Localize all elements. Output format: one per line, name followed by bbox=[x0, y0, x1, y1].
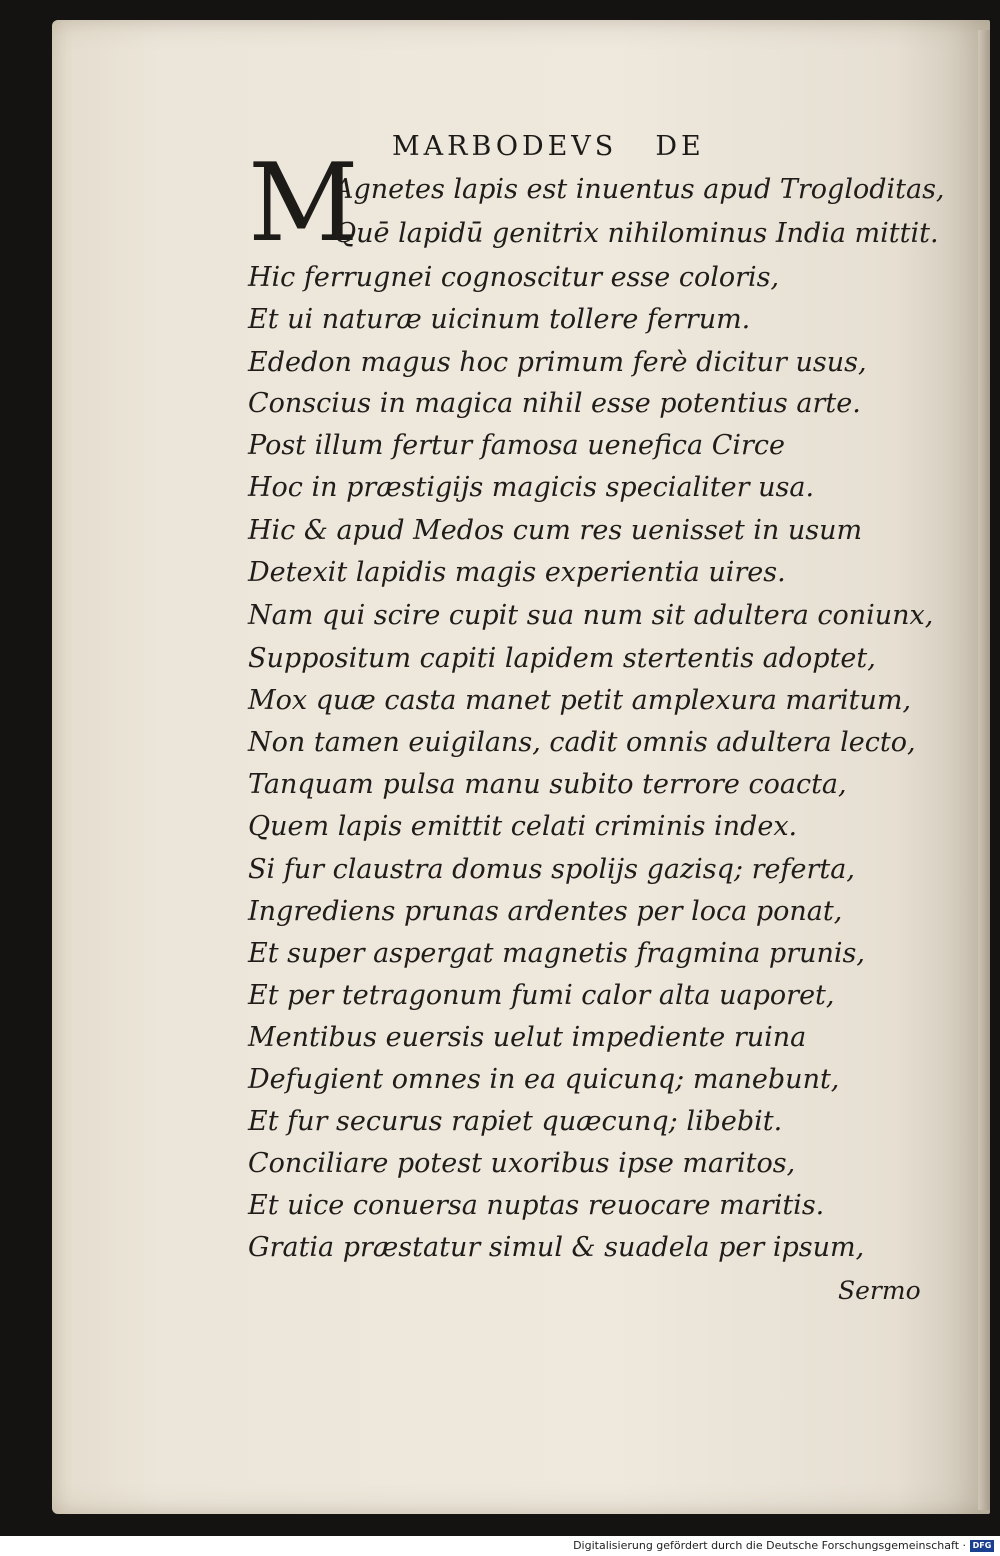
verse-line-11: Nam qui scire cupit sua num sit adultera coniunx, bbox=[248, 600, 934, 631]
running-head-left: MARBODEVS bbox=[392, 131, 618, 162]
verse-line-2: Quē lapidū genitrix nihilominus India mittit. bbox=[334, 218, 939, 249]
running-head bbox=[392, 131, 705, 162]
verse-line-14: Non tamen euigilans, cadit omnis adultera lecto, bbox=[248, 727, 916, 758]
verse-line-13: Mox quæ casta manet petit amplexura maritum, bbox=[248, 685, 912, 716]
verse-line-23: Et fur securus rapiet quæcunq; libebit. bbox=[248, 1106, 783, 1137]
verse-line-15: Tanquam pulsa manu subito terrore coacta, bbox=[248, 769, 847, 800]
verse-line-12: Suppositum capiti lapidem stertentis adoptet, bbox=[248, 643, 876, 674]
verse-line-6: Conscius in magica nihil esse potentius arte. bbox=[248, 388, 861, 419]
verse-line-10: Detexit lapidis magis experientia uires. bbox=[248, 557, 786, 588]
verse-line-9: Hic & apud Medos cum res uenisset in usum bbox=[248, 515, 863, 546]
catchword: Sermo bbox=[838, 1276, 921, 1305]
verse-line-21: Mentibus euersis uelut impediente ruina bbox=[248, 1022, 807, 1053]
verse-line-3: Hic ferrugnei cognoscitur esse coloris, bbox=[248, 262, 780, 293]
verse-line-18: Ingrediens prunas ardentes per loca ponat, bbox=[248, 896, 843, 927]
verse-line-7: Post illum fertur famosa uenefica Circe bbox=[248, 430, 786, 461]
drop-cap: M bbox=[248, 141, 359, 266]
dfg-logo: DFG bbox=[970, 1540, 994, 1552]
verse-line-19: Et super aspergat magnetis fragmina prunis, bbox=[248, 938, 865, 969]
verse-line-22: Defugient omnes in ea quicunq; manebunt, bbox=[248, 1064, 840, 1095]
verse-line-20: Et per tetragonum fumi calor alta uaporet, bbox=[248, 980, 835, 1011]
verse-line-26: Gratia præstatur simul & suadela per ipsum, bbox=[248, 1232, 865, 1263]
verse-line-24: Conciliare potest uxoribus ipse maritos, bbox=[248, 1148, 796, 1179]
running-head-right: DE bbox=[655, 131, 705, 162]
funding-notice: Digitalisierung gefördert durch die Deutsche Forschungsgemeinschaft · bbox=[573, 1539, 966, 1552]
page-edge bbox=[978, 30, 990, 1510]
verse-line-25: Et uice conuersa nuptas reuocare maritis. bbox=[248, 1190, 825, 1221]
verse-line-5: Ededon magus hoc primum ferè dicitur usus, bbox=[248, 347, 867, 378]
verse-line-8: Hoc in præstigijs magicis specialiter usa. bbox=[248, 472, 815, 503]
verse-line-1: Agnetes lapis est inuentus apud Trogloditas, bbox=[334, 174, 945, 205]
digitization-footer bbox=[0, 1536, 1000, 1556]
verse-line-4: Et ui naturæ uicinum tollere ferrum. bbox=[248, 304, 751, 335]
verse-line-17: Si fur claustra domus spolijs gazisq; referta, bbox=[248, 854, 855, 885]
verse-line-16: Quem lapis emittit celati criminis index. bbox=[248, 811, 798, 842]
